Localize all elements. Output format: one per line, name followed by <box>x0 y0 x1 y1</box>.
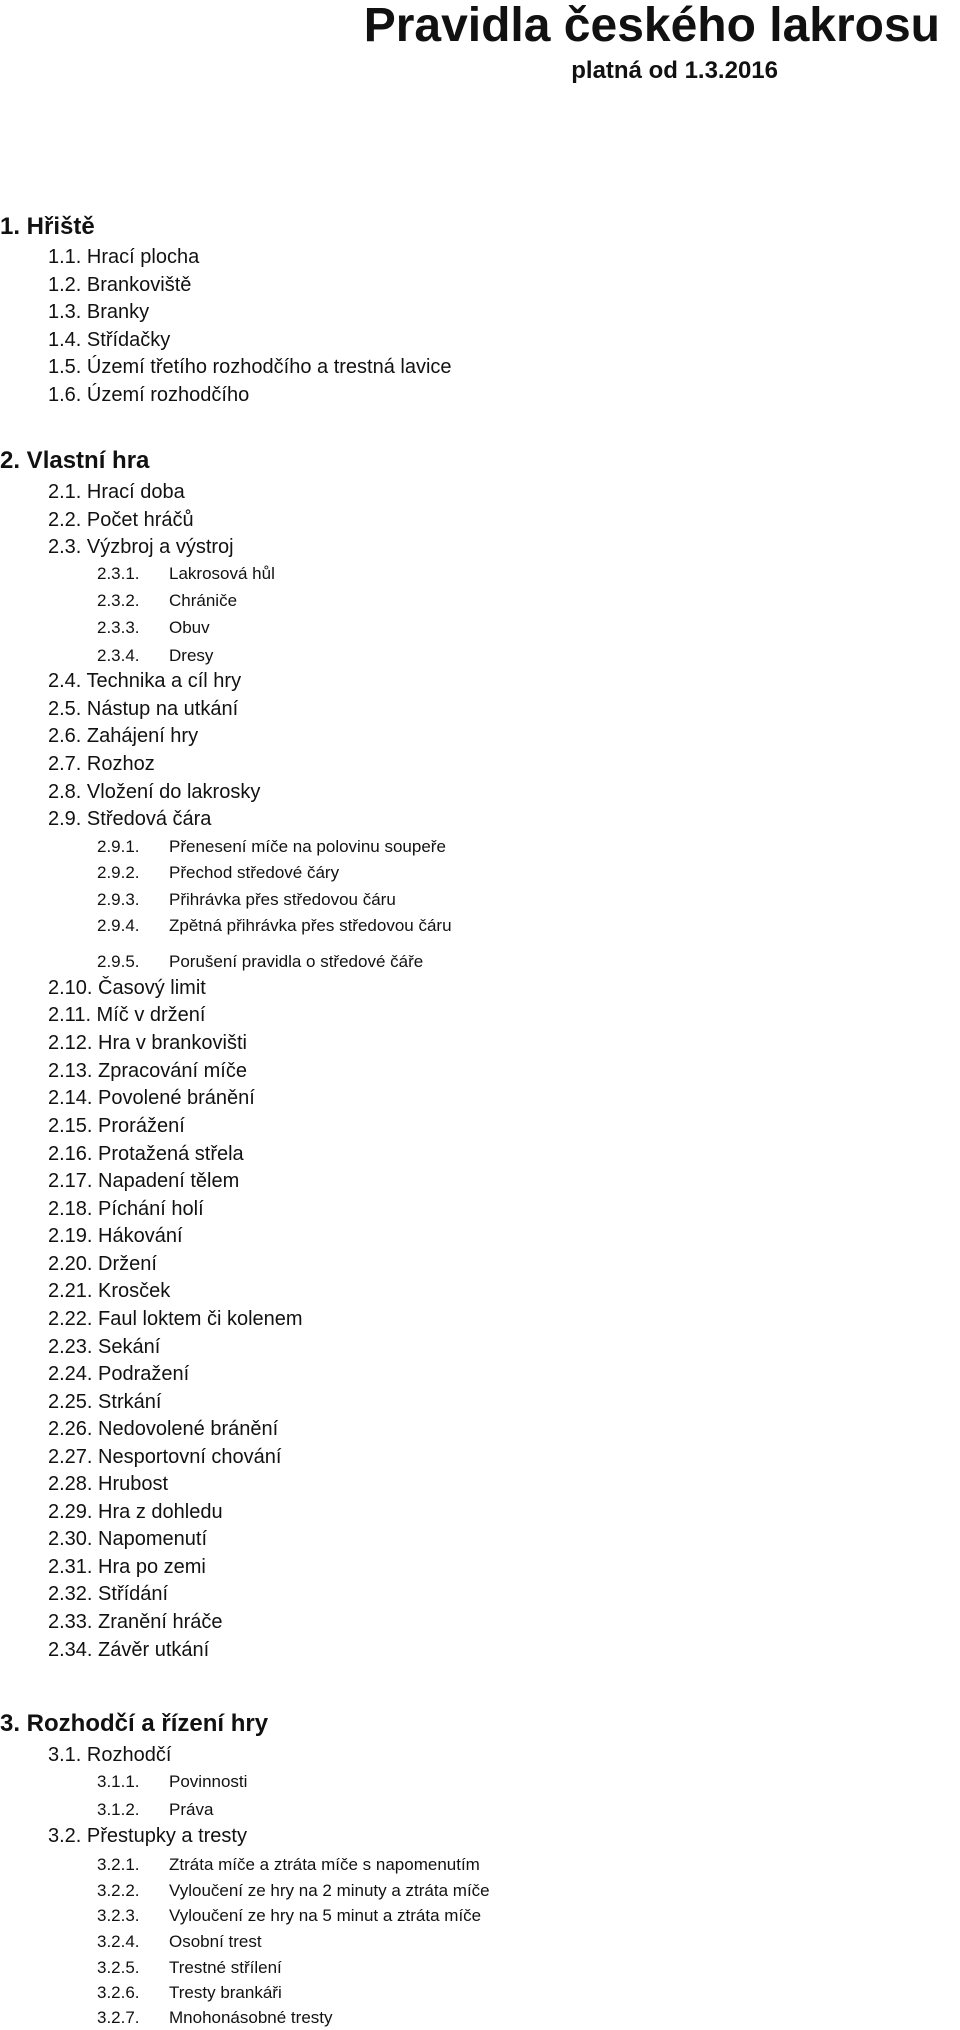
toc-item <box>48 1529 207 1549</box>
toc-item <box>48 247 199 267</box>
toc-label: Mnohonásobné tresty <box>169 2008 333 2027</box>
toc-label: Území rozhodčího <box>81 384 250 406</box>
toc-label: Vyloučení ze hry na 2 minuty a ztráta míče <box>169 1881 490 1900</box>
toc-label: Přihrávka přes středovou čáru <box>169 890 396 909</box>
toc-item <box>48 1226 183 1246</box>
toc-number: 1.5. <box>48 356 82 378</box>
toc-label: Hra v brankovišti <box>92 1032 247 1054</box>
toc-label: Střídání <box>92 1583 169 1605</box>
toc-label: Výzbroj a výstroj <box>81 536 234 558</box>
toc-number: 2.17. <box>48 1170 93 1192</box>
toc-label: Počet hráčů <box>81 509 194 531</box>
toc-number: 2.9.2. <box>97 863 140 882</box>
toc-label: Brankoviště <box>81 274 192 296</box>
toc-item <box>97 647 213 664</box>
toc-label: Zpětná přihrávka přes středovou čáru <box>169 916 452 935</box>
toc-number: 2.27. <box>48 1446 93 1468</box>
toc-item <box>97 619 210 636</box>
toc-number: 2.3.3. <box>97 618 140 637</box>
toc-number: 2.3.1. <box>97 564 140 583</box>
toc-number: 1.6. <box>48 384 82 406</box>
toc-label: Přestupky a tresty <box>81 1825 247 1847</box>
toc-label: Hřiště <box>20 213 95 240</box>
toc-item <box>97 565 275 582</box>
toc-item <box>48 275 191 295</box>
toc-item <box>97 592 237 609</box>
toc-label: Obuv <box>169 618 210 637</box>
toc-number: 3.2. <box>48 1825 82 1847</box>
toc-number: 2.19. <box>48 1225 93 1247</box>
toc-label: Sekání <box>92 1336 161 1358</box>
toc-item <box>48 482 185 502</box>
toc-number: 2.14. <box>48 1087 93 1109</box>
toc-number: 2.11. <box>48 1004 91 1026</box>
toc-number: 2.32. <box>48 1583 93 1605</box>
toc-label: Hra po zemi <box>92 1556 206 1578</box>
toc-item <box>48 1640 209 1660</box>
toc-number: 2.26. <box>48 1418 93 1440</box>
toc-heading <box>0 215 95 239</box>
toc-item <box>48 1392 161 1412</box>
toc-item <box>48 330 170 350</box>
toc-item <box>48 1557 206 1577</box>
toc-item <box>97 1801 213 1818</box>
toc-label: Dresy <box>169 646 214 665</box>
toc-label: Ztráta míče a ztráta míče s napomenutím <box>169 1855 480 1874</box>
toc-label: Přechod středové čáry <box>169 863 340 882</box>
toc-number: 3. <box>0 1710 21 1737</box>
toc-item <box>48 1364 189 1384</box>
toc-item <box>48 1254 157 1274</box>
toc-number: 2.24. <box>48 1363 93 1385</box>
toc-item <box>48 726 198 746</box>
toc-number: 2.13. <box>48 1060 93 1082</box>
toc-label: Středová čára <box>81 808 212 830</box>
toc-number: 1.2. <box>48 274 82 296</box>
toc-item <box>48 671 241 691</box>
toc-item <box>97 953 423 970</box>
toc-label: Hrací doba <box>81 481 185 503</box>
toc-number: 2.18. <box>48 1198 93 1220</box>
toc-label: Nesportovní chování <box>92 1446 282 1468</box>
toc-label: Trestné střílení <box>169 1958 282 1977</box>
toc-number: 2.6. <box>48 725 82 747</box>
toc-number: 2.30. <box>48 1528 93 1550</box>
toc-number: 2.15. <box>48 1115 93 1137</box>
toc-label: Rozhoz <box>81 753 155 775</box>
toc-number: 3.2.2. <box>97 1881 140 1900</box>
toc-item <box>48 1061 247 1081</box>
toc-number: 2.3. <box>48 536 82 558</box>
toc-item <box>97 1959 282 1976</box>
toc-number: 2.10. <box>48 977 93 999</box>
toc-item <box>97 917 452 934</box>
document-subtitle: platná od 1.3.2016 <box>571 57 778 84</box>
toc-item <box>48 1447 281 1467</box>
toc-label: Přenesení míče na polovinu soupeře <box>169 837 446 856</box>
toc-item <box>48 1144 244 1164</box>
toc-item <box>48 1612 223 1632</box>
toc-item <box>48 510 194 530</box>
toc-label: Území třetího rozhodčího a trestná lavice <box>81 356 452 378</box>
toc-number: 3.1.2. <box>97 1800 140 1819</box>
toc-number: 2.20. <box>48 1253 93 1275</box>
toc-label: Faul loktem či kolenem <box>92 1308 303 1330</box>
toc-label: Nedovolené bránění <box>92 1418 279 1440</box>
toc-label: Hrubost <box>92 1473 169 1495</box>
toc-number: 2.22. <box>48 1308 93 1330</box>
toc-item <box>97 1773 247 1790</box>
toc-item <box>97 1882 490 1899</box>
toc-item <box>48 1088 255 1108</box>
toc-label: Rozhodčí <box>81 1744 172 1766</box>
toc-label: Porušení pravidla o středové čáře <box>169 952 424 971</box>
toc-label: Nástup na utkání <box>81 698 239 720</box>
toc-label: Hrací plocha <box>81 246 200 268</box>
toc-label: Prorážení <box>92 1115 185 1137</box>
toc-heading <box>0 1712 268 1736</box>
toc-item <box>48 1337 160 1357</box>
toc-item <box>48 1502 223 1522</box>
toc-item <box>48 1419 278 1439</box>
toc-number: 2.21. <box>48 1280 93 1302</box>
toc-item <box>48 1309 303 1329</box>
toc-item <box>97 864 339 881</box>
toc-label: Časový limit <box>92 977 206 999</box>
toc-label: Strkání <box>92 1391 162 1413</box>
toc-label: Tresty brankáři <box>169 1983 282 2002</box>
toc-item <box>48 1745 171 1765</box>
toc-number: 2.3.2. <box>97 591 140 610</box>
toc-number: 2.12. <box>48 1032 93 1054</box>
toc-number: 2.9.4. <box>97 916 140 935</box>
toc-number: 2.3.4. <box>97 646 140 665</box>
toc-number: 3.2.7. <box>97 2008 140 2027</box>
toc-number: 2.33. <box>48 1611 93 1633</box>
document-title: Pravidla českého lakrosu <box>363 0 940 52</box>
toc-label: Technika a cíl hry <box>81 670 242 692</box>
toc-number: 3.2.6. <box>97 1983 140 2002</box>
toc-label: Branky <box>81 301 150 323</box>
toc-label: Vložení do lakrosky <box>81 781 261 803</box>
toc-label: Podražení <box>92 1363 190 1385</box>
toc-label: Střídačky <box>81 329 171 351</box>
toc-number: 1.1. <box>48 246 82 268</box>
toc-number: 2. <box>0 447 21 474</box>
toc-number: 2.29. <box>48 1501 93 1523</box>
toc-item <box>48 978 206 998</box>
toc-label: Povinnosti <box>169 1772 248 1791</box>
toc-label: Míč v držení <box>91 1004 206 1026</box>
toc-number: 2.9.1. <box>97 837 140 856</box>
toc-number: 3.2.1. <box>97 1855 140 1874</box>
toc-item <box>48 357 452 377</box>
toc-item <box>97 838 446 855</box>
toc-number: 3.2.4. <box>97 1932 140 1951</box>
toc-item <box>48 537 234 557</box>
toc-item <box>97 1984 282 2001</box>
toc-item <box>48 1826 247 1846</box>
toc-item <box>48 1281 170 1301</box>
toc-label: Krosček <box>92 1280 171 1302</box>
toc-number: 1.4. <box>48 329 82 351</box>
toc-number: 1. <box>0 213 21 240</box>
toc-label: Chrániče <box>169 591 238 610</box>
toc-label: Držení <box>92 1253 157 1275</box>
toc-number: 2.9.5. <box>97 952 140 971</box>
toc-item <box>48 809 211 829</box>
toc-number: 1.3. <box>48 301 82 323</box>
toc-number: 2.9.3. <box>97 890 140 909</box>
toc-item <box>97 1933 262 1950</box>
toc-number: 2.31. <box>48 1556 93 1578</box>
toc-item <box>48 1116 185 1136</box>
toc-number: 2.2. <box>48 509 82 531</box>
toc-number: 2.7. <box>48 753 82 775</box>
toc-label: Osobní trest <box>169 1932 262 1951</box>
toc-item <box>48 1171 239 1191</box>
toc-label: Lakrosová hůl <box>169 564 275 583</box>
toc-number: 2.25. <box>48 1391 93 1413</box>
toc-number: 2.8. <box>48 781 82 803</box>
toc-label: Napadení tělem <box>92 1170 240 1192</box>
toc-number: 2.5. <box>48 698 82 720</box>
toc-label: Závěr utkání <box>92 1639 210 1661</box>
toc-item <box>48 1584 168 1604</box>
toc-item <box>48 1474 168 1494</box>
toc-item <box>97 1907 481 1924</box>
toc-label: Zpracování míče <box>92 1060 247 1082</box>
toc-number: 3.2.5. <box>97 1958 140 1977</box>
toc-number: 3.1. <box>48 1744 82 1766</box>
toc-heading <box>0 449 149 473</box>
toc-label: Rozhodčí a řízení hry <box>20 1710 269 1737</box>
toc-label: Hra z dohledu <box>92 1501 223 1523</box>
toc-label: Práva <box>169 1800 214 1819</box>
toc-item <box>48 699 238 719</box>
toc-number: 2.9. <box>48 808 82 830</box>
toc-label: Píchání holí <box>92 1198 204 1220</box>
toc-number: 3.2.3. <box>97 1906 140 1925</box>
toc-item <box>48 302 149 322</box>
toc-number: 2.23. <box>48 1336 93 1358</box>
toc-label: Zahájení hry <box>81 725 199 747</box>
toc-label: Vlastní hra <box>20 447 150 474</box>
toc-number: 3.1.1. <box>97 1772 140 1791</box>
toc-item <box>48 1005 205 1025</box>
toc-number: 2.34. <box>48 1639 93 1661</box>
toc-number: 2.4. <box>48 670 82 692</box>
toc-label: Zranění hráče <box>92 1611 223 1633</box>
toc-label: Protažená střela <box>92 1143 244 1165</box>
toc-item <box>48 1033 247 1053</box>
toc-item <box>48 754 155 774</box>
toc-item <box>97 891 396 908</box>
toc-item <box>97 1856 480 1873</box>
toc-label: Povolené bránění <box>92 1087 255 1109</box>
toc-number: 2.28. <box>48 1473 93 1495</box>
toc-item <box>48 782 260 802</box>
toc-label: Vyloučení ze hry na 5 minut a ztráta míče <box>169 1906 482 1925</box>
toc-number: 2.1. <box>48 481 82 503</box>
toc-label: Hákování <box>92 1225 183 1247</box>
toc-item <box>48 385 249 405</box>
toc-label: Napomenutí <box>92 1528 207 1550</box>
toc-item <box>97 2009 333 2026</box>
toc-number: 2.16. <box>48 1143 93 1165</box>
toc-item <box>48 1199 204 1219</box>
